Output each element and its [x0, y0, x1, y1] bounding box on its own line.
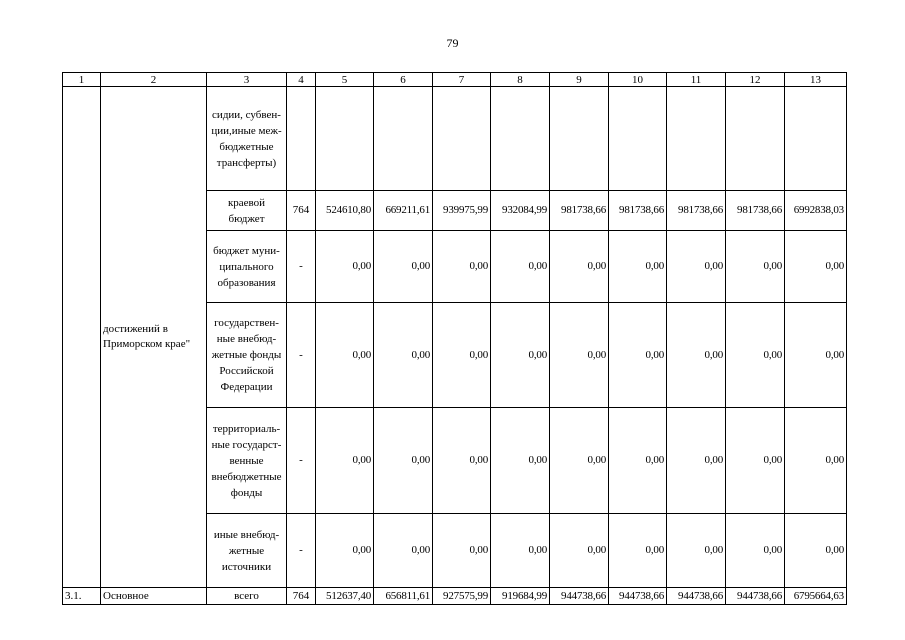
value-cell: 0,00: [726, 231, 785, 303]
value-cell: 656811,61: [374, 588, 433, 605]
value-cell: 0,00: [785, 408, 847, 514]
budget-table: [62, 72, 847, 605]
value-cell: [491, 87, 550, 191]
column-number-header: 2: [101, 73, 207, 87]
budget-code-cell: -: [287, 231, 316, 303]
row-index-cell: 3.1.: [63, 588, 101, 605]
column-number-header: 9: [550, 73, 609, 87]
value-cell: [609, 87, 667, 191]
funding-source-cell: территориаль-ные государст-венные внебюджетные фонды: [207, 408, 287, 514]
value-cell: 0,00: [316, 303, 374, 408]
value-cell: 0,00: [785, 303, 847, 408]
value-cell: 524610,80: [316, 191, 374, 231]
value-cell: 0,00: [785, 514, 847, 588]
value-cell: 0,00: [491, 408, 550, 514]
value-cell: 0,00: [609, 303, 667, 408]
value-cell: [785, 87, 847, 191]
column-number-header: 10: [609, 73, 667, 87]
value-cell: 944738,66: [609, 588, 667, 605]
value-cell: 981738,66: [550, 191, 609, 231]
value-cell: 0,00: [667, 231, 726, 303]
value-cell: 0,00: [433, 514, 491, 588]
funding-source-cell: сидии, субвен-ции,иные меж-бюджетные трансферты): [207, 87, 287, 191]
value-cell: 6992838,03: [785, 191, 847, 231]
value-cell: 939975,99: [433, 191, 491, 231]
value-cell: 0,00: [667, 303, 726, 408]
measure-name-cell: Основное: [101, 588, 207, 605]
value-cell: 0,00: [491, 514, 550, 588]
value-cell: 0,00: [609, 231, 667, 303]
column-number-header: 8: [491, 73, 550, 87]
table-row: [63, 588, 847, 605]
measure-name-cell: достижений в Приморском крае": [101, 87, 207, 588]
value-cell: 0,00: [316, 231, 374, 303]
column-number-header: 3: [207, 73, 287, 87]
budget-code-cell: -: [287, 408, 316, 514]
value-cell: 919684,99: [491, 588, 550, 605]
value-cell: 981738,66: [726, 191, 785, 231]
value-cell: 0,00: [433, 303, 491, 408]
value-cell: 0,00: [316, 408, 374, 514]
funding-source-cell: всего: [207, 588, 287, 605]
value-cell: 0,00: [667, 514, 726, 588]
value-cell: 0,00: [374, 408, 433, 514]
value-cell: 0,00: [726, 408, 785, 514]
value-cell: 981738,66: [609, 191, 667, 231]
column-number-header: 13: [785, 73, 847, 87]
value-cell: 512637,40: [316, 588, 374, 605]
value-cell: 0,00: [374, 303, 433, 408]
value-cell: 932084,99: [491, 191, 550, 231]
value-cell: 0,00: [785, 231, 847, 303]
value-cell: 0,00: [550, 514, 609, 588]
budget-code-cell: 764: [287, 191, 316, 231]
value-cell: 669211,61: [374, 191, 433, 231]
column-number-header: 12: [726, 73, 785, 87]
funding-source-cell: государствен-ные внебюд-жетные фонды Российской Федерации: [207, 303, 287, 408]
column-number-header: 4: [287, 73, 316, 87]
column-number-header: 5: [316, 73, 374, 87]
value-cell: 0,00: [433, 408, 491, 514]
column-number-header: 1: [63, 73, 101, 87]
budget-code-cell: 764: [287, 588, 316, 605]
value-cell: 0,00: [726, 514, 785, 588]
value-cell: 0,00: [550, 303, 609, 408]
value-cell: 0,00: [550, 408, 609, 514]
value-cell: 944738,66: [667, 588, 726, 605]
value-cell: 0,00: [609, 408, 667, 514]
value-cell: 944738,66: [726, 588, 785, 605]
value-cell: 0,00: [316, 514, 374, 588]
budget-code-cell: -: [287, 303, 316, 408]
funding-source-cell: бюджет муни-ципального образования: [207, 231, 287, 303]
value-cell: 927575,99: [433, 588, 491, 605]
value-cell: [316, 87, 374, 191]
budget-code-cell: [287, 87, 316, 191]
value-cell: [550, 87, 609, 191]
page-number: 79: [446, 36, 459, 50]
value-cell: [433, 87, 491, 191]
value-cell: 0,00: [726, 303, 785, 408]
budget-code-cell: -: [287, 514, 316, 588]
column-number-header: 11: [667, 73, 726, 87]
row-index-cell: [63, 87, 101, 588]
value-cell: 981738,66: [667, 191, 726, 231]
value-cell: 0,00: [667, 408, 726, 514]
value-cell: 0,00: [374, 514, 433, 588]
column-number-header: 7: [433, 73, 491, 87]
value-cell: 0,00: [374, 231, 433, 303]
value-cell: 0,00: [433, 231, 491, 303]
value-cell: 0,00: [491, 303, 550, 408]
table-row: [63, 87, 847, 191]
column-number-header-row: [63, 73, 847, 87]
funding-source-cell: иные внебюд-жетные источники: [207, 514, 287, 588]
value-cell: [726, 87, 785, 191]
value-cell: [667, 87, 726, 191]
column-number-header: 6: [374, 73, 433, 87]
value-cell: 0,00: [550, 231, 609, 303]
value-cell: 0,00: [609, 514, 667, 588]
value-cell: 0,00: [491, 231, 550, 303]
funding-source-cell: краевой бюджет: [207, 191, 287, 231]
value-cell: 6795664,63: [785, 588, 847, 605]
value-cell: 944738,66: [550, 588, 609, 605]
value-cell: [374, 87, 433, 191]
